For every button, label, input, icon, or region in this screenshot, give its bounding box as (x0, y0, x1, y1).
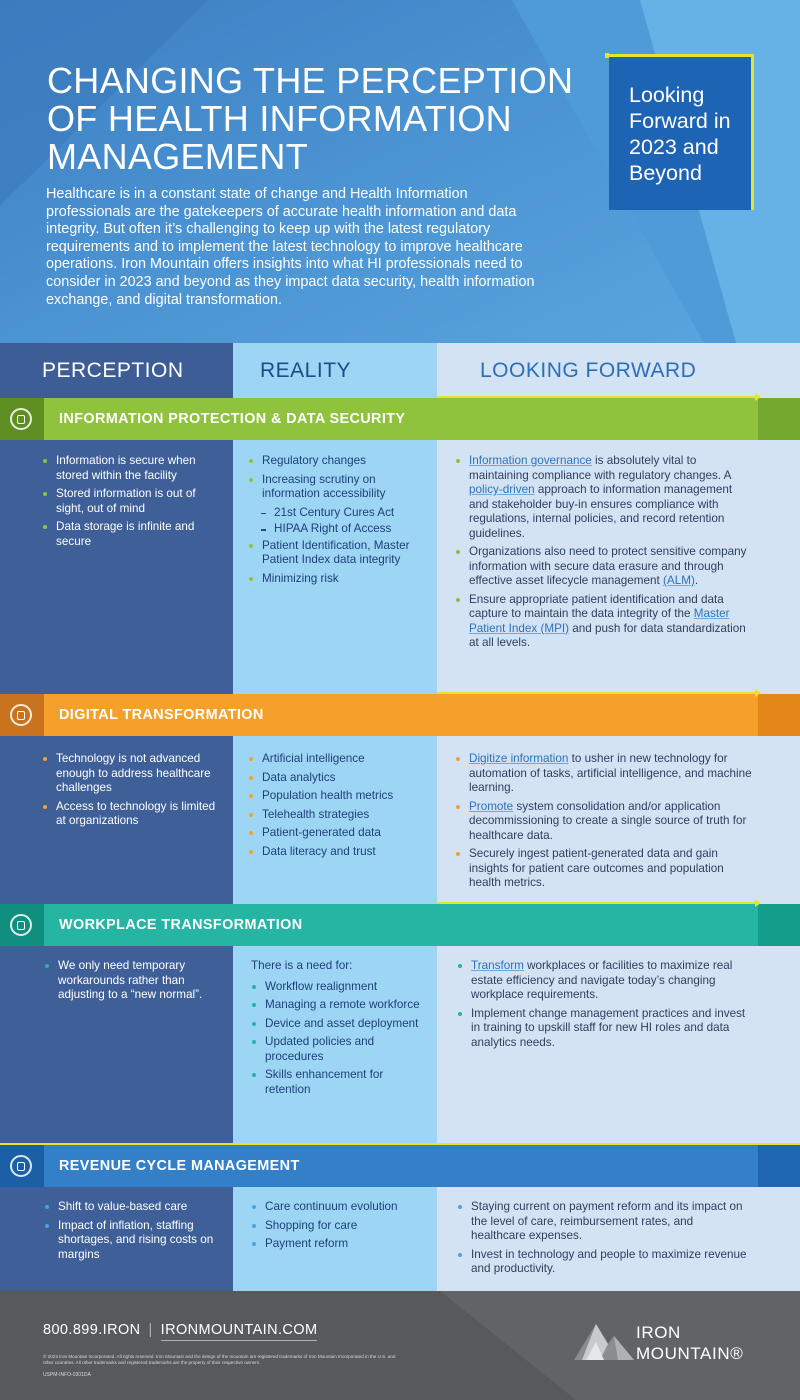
list-item: Data literacy and trust (248, 845, 430, 860)
document-icon (10, 704, 32, 726)
list-item: Impact of inflation, staffing shortages, and rising costs on margins (44, 1219, 229, 1263)
section-band-workplace-transformation (0, 904, 800, 946)
list-item: Payment reform (251, 1237, 433, 1252)
list-item: Promote system consolidation and/or application decommissioning to create a single source of truth for healthcare data. (455, 800, 755, 844)
perception-list (42, 752, 222, 833)
iron-mountain-logo-icon (574, 1316, 634, 1364)
looking-forward-list (457, 959, 755, 1054)
list-item: Information is secure when stored within the facility (42, 454, 222, 483)
list-item: Invest in technology and people to maximize revenue and productivity. (457, 1248, 747, 1277)
phone-number[interactable]: 800.899.IRON (43, 1322, 141, 1338)
list-item: Stored information is out of sight, out of mind (42, 487, 222, 516)
list-item: Patient-generated data (248, 826, 430, 841)
looking-forward-list (455, 752, 755, 895)
reality-list (248, 752, 430, 863)
list-item: Technology is not advanced enough to address healthcare challenges (42, 752, 222, 796)
revenue-icon (10, 1155, 32, 1177)
list-item: Transform workplaces or facilities to maximize real estate efficiency and navigate today’s changing workplace requirements. (457, 959, 755, 1003)
link-master-patient-index[interactable]: Master Patient Index (MPI) (469, 607, 730, 635)
intro-paragraph: Healthcare is in a constant state of change and Health Information professionals are the gatekeepers of accurate health information and data integrity. But often it’s challenging to keep up with the latest regulatory requirements and to implement the latest technology to improve healthcare operations. Iron Mountain offers insights into what HI professionals need to consider in 2023 and beyond as they impact data security, health information exchange, and digital transformation. (46, 186, 535, 308)
section-title: DIGITAL TRANSFORMATION (59, 707, 264, 723)
list-item: Data storage is infinite and secure (42, 520, 222, 549)
link-policy-driven[interactable]: policy-driven (469, 483, 535, 496)
list-item: Care continuum evolution (251, 1200, 433, 1215)
list-item: Ensure appropriate patient identification and data capture to maintain the data integrity of the Master Patient Index (MPI) and push for data standardization at all levels. (455, 593, 751, 651)
section-band-data-security (0, 398, 800, 440)
list-item: Workflow realignment (251, 980, 431, 995)
reality-lead: There is a need for: (251, 959, 353, 972)
list-item: Increasing scrutiny on information accessibility (248, 473, 430, 502)
looking-forward-box-text: Looking Forward in 2023 and Beyond (629, 83, 731, 185)
column-header-perception: PERCEPTION (0, 343, 233, 398)
list-item: Shopping for care (251, 1219, 433, 1234)
document-code: USPM-INFO-0301DA (43, 1372, 91, 1378)
arrow-line (437, 692, 755, 694)
logo-wordmark: IRON MOUNTAIN® (636, 1323, 744, 1363)
link-alm[interactable]: (ALM) (663, 574, 695, 587)
list-item: Patient Identification, Master Patient Index data integrity (248, 539, 430, 568)
reality-list (248, 454, 430, 590)
arrow-head-icon (755, 689, 761, 697)
link-transform[interactable]: Transform (471, 959, 524, 972)
list-subitem: 21st Century Cures Act (248, 506, 430, 521)
list-item: Device and asset deployment (251, 1017, 431, 1032)
link-information-governance[interactable]: Information governance (469, 454, 592, 467)
link-promote[interactable]: Promote (469, 799, 514, 813)
list-item: Organizations also need to protect sensitive company information with secure data erasure and through effective asset lifecycle management (ALM). (455, 545, 751, 589)
list-item: Data analytics (248, 771, 430, 786)
column-header-looking-forward: LOOKING FORWARD (437, 343, 800, 398)
page-title: CHANGING THE PERCEPTION OF HEALTH INFORMATION MANAGEMENT (47, 60, 574, 177)
arrow-line (0, 1143, 800, 1145)
perception-list (44, 959, 209, 1007)
list-subitem: HIPAA Right of Access (248, 522, 430, 537)
list-item: Shift to value-based care (44, 1200, 229, 1215)
list-item: Implement change management practices and invest in training to upskill staff for new HI roles and data analytics needs. (457, 1007, 755, 1051)
list-item: Artificial intelligence (248, 752, 430, 767)
list-item: Access to technology is limited at organizations (42, 800, 222, 829)
legal-text: © 2023 Iron Mountain Incorporated. All rights reserved. Iron Mountain and the design of the mountain are registered trademarks of Iron Mountain Incorporated in the U.S. and other countries. All other trademarks and registered trademarks are the property of their respective owners. (43, 1354, 396, 1365)
list-item: Skills enhancement for retention (251, 1068, 431, 1097)
reality-list (251, 1200, 433, 1256)
perception-list (44, 1200, 229, 1266)
reality-list (251, 959, 431, 1101)
list-item: Managing a remote workforce (251, 998, 431, 1013)
looking-forward-list (457, 1200, 747, 1281)
list-item: Digitize information to usher in new technology for automation of tasks, artificial intelligence, and machine learning. (455, 752, 755, 796)
section-band-digital-transformation (0, 694, 800, 736)
list-item: Information governance is absolutely vital to maintaining compliance with regulatory changes. A policy-driven approach to information management and stakeholder buy-in ensures compliance with regulations, internal policies, and record retention guidelines. (455, 454, 751, 541)
arrow-line (437, 396, 755, 398)
list-item: Updated policies and procedures (251, 1035, 431, 1064)
arrow-head-icon (755, 899, 761, 907)
list-item: Population health metrics (248, 789, 430, 804)
link-digitize-information[interactable]: Digitize information (469, 752, 569, 765)
list-item: Telehealth strategies (248, 808, 430, 823)
separator: | (148, 1322, 153, 1338)
lock-shield-icon (10, 408, 32, 430)
looking-forward-list (455, 454, 751, 655)
list-item: We only need temporary workarounds rather than adjusting to a “new normal”. (44, 959, 209, 1003)
list-item: Securely ingest patient-generated data and gain insights for patient care outcomes and population health metrics. (455, 847, 755, 891)
section-title: REVENUE CYCLE MANAGEMENT (59, 1158, 300, 1174)
list-item: Staying current on payment reform and its impact on the level of care, reimbursement rates, and healthcare expenses. (457, 1200, 747, 1244)
contact-line (43, 1322, 317, 1338)
section-band-revenue-cycle (0, 1145, 800, 1187)
section-title: INFORMATION PROTECTION & DATA SECURITY (59, 411, 406, 427)
arrow-line (437, 902, 755, 904)
column-header-reality: REALITY (233, 343, 437, 398)
list-item: Minimizing risk (248, 572, 430, 587)
arrow-head-icon (755, 393, 761, 401)
perception-list (42, 454, 222, 553)
section-title: WORKPLACE TRANSFORMATION (59, 917, 303, 933)
workplace-icon (10, 914, 32, 936)
list-item: Regulatory changes (248, 454, 430, 469)
website-link[interactable]: IRONMOUNTAIN.COM (161, 1322, 318, 1341)
